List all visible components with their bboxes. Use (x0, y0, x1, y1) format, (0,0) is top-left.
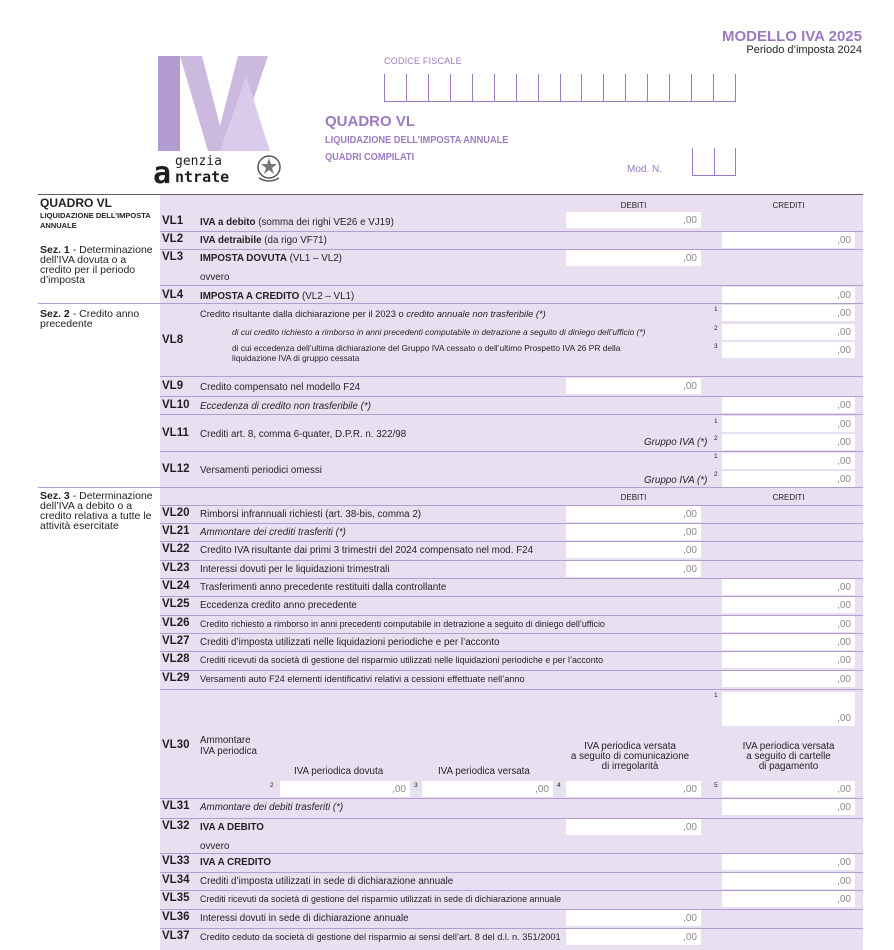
vl21-value: ,00 (683, 527, 697, 538)
field-index: 3 (714, 343, 718, 350)
vl1-debiti-value: ,00 (683, 215, 697, 226)
vl22-value: ,00 (683, 545, 697, 556)
row-code: VL32 (162, 820, 190, 832)
vl35-value: ,00 (837, 894, 851, 905)
period-label: Periodo d’imposta 2024 (746, 44, 862, 56)
sez2-text: - Credito anno precedente (40, 308, 140, 330)
vl8-line1-text: Credito risultante dalla dichiarazione per il 2023 o (200, 309, 407, 319)
row-desc: Credito IVA risultante dai primi 3 trimestri del 2024 compensato nel mod. F24 (200, 545, 534, 556)
row-code: VL34 (162, 874, 190, 886)
quadro-subtitle-line2: QUADRI COMPILATI (325, 151, 415, 163)
row-divider (160, 523, 863, 524)
vl30-5-value: ,00 (837, 784, 851, 795)
gruppo-iva-label: Gruppo IVA (*) (644, 437, 708, 448)
row-desc: Rimborsi infrannuali richiesti (art. 38-bis, comma 2) (200, 509, 422, 520)
vl32-value: ,00 (683, 822, 697, 833)
debiti-header-1: DEBITI (620, 201, 647, 210)
vl30-col4-label (560, 742, 700, 772)
vl8-line3a: di cui eccedenza dell’ultima dichiarazione del Gruppo IVA cessato o dell’ultimo Prospetto IVA 26 PR della (232, 343, 621, 353)
vl12-1-value: ,00 (837, 456, 851, 467)
vl8-line2: di cui credito richiesto a rimborso in anni precedenti computabile in detrazione a seguito di diniego dell’ufficio (*) (232, 327, 646, 337)
row-desc (200, 217, 394, 228)
row-divider (160, 376, 863, 377)
vl30-col5-label (722, 742, 855, 772)
row-desc (200, 253, 342, 264)
vl30-col3-label: IVA periodica versata (438, 766, 530, 777)
row-desc-bold: IMPOSTA A CREDITO (200, 291, 300, 302)
row-divider (160, 689, 863, 690)
sez1-label (40, 245, 160, 285)
crediti-header-1: CREDITI (772, 201, 805, 210)
row-desc: Versamenti periodici omessi (200, 465, 322, 476)
vl30-col5-line2: a seguito di cartelle (746, 751, 831, 762)
vl8-line1-italic: credito annuale non trasferibile (*) (406, 309, 546, 319)
vl8-2-value: ,00 (837, 327, 851, 338)
row-code: VL31 (162, 800, 190, 812)
vl8-1-value: ,00 (837, 308, 851, 319)
vl30-col2-label: IVA periodica dovuta (294, 766, 384, 777)
codice-fiscale-field[interactable] (384, 74, 736, 102)
sez1-title: Sez. 1 (40, 244, 70, 256)
row-code: VL29 (162, 672, 190, 684)
field-index: 4 (557, 782, 561, 789)
row-code: VL4 (162, 289, 184, 301)
sez3-label (40, 491, 160, 531)
row-code: VL2 (162, 233, 184, 245)
field-index: 2 (714, 325, 718, 332)
top-divider (38, 194, 863, 195)
vl8-line1 (200, 309, 546, 319)
vl25-value: ,00 (837, 600, 851, 611)
field-index: 3 (414, 782, 418, 789)
row-code: VL10 (162, 399, 190, 411)
field-index: 2 (714, 435, 718, 442)
vl10-crediti-value: ,00 (837, 400, 851, 411)
vl34-value: ,00 (837, 876, 851, 887)
vl31-value: ,00 (837, 802, 851, 813)
row-divider (160, 249, 863, 250)
sec2-divider (38, 303, 863, 304)
left-quadro-sub: LIQUIDAZIONE DELL’IMPOSTA ANNUALE (40, 211, 151, 230)
debiti-header-2: DEBITI (620, 493, 647, 502)
crediti-header-2: CREDITI (772, 493, 805, 502)
vl28-value: ,00 (837, 655, 851, 666)
row-divider (160, 414, 863, 415)
vl30-4-value: ,00 (683, 784, 697, 795)
row-divider (160, 451, 863, 452)
vl11-1-value: ,00 (837, 419, 851, 430)
row-desc: Versamenti auto F24 elementi identificativi relativi a cessioni effettuate nell’anno (200, 674, 525, 684)
vl30-col5-line3: di pagamento (758, 761, 819, 772)
vl37-value: ,00 (683, 932, 697, 943)
row-code: VL28 (162, 653, 190, 665)
row-code: VL36 (162, 911, 190, 923)
row-code: VL9 (162, 380, 184, 392)
sec3-divider (38, 487, 863, 488)
vl30-desc2: IVA periodica (200, 746, 258, 757)
row-desc: Ammontare dei crediti trasferiti (*) (200, 527, 346, 538)
row-divider (160, 560, 863, 561)
row-code: VL25 (162, 598, 190, 610)
sez2-title: Sez. 2 (40, 308, 70, 320)
row-divider (160, 909, 863, 910)
row-desc-bold: IVA detraibile (200, 235, 262, 246)
row-divider (160, 818, 863, 819)
mod-n-label: Mod. N. (627, 164, 663, 175)
row-desc: Crediti d’imposta utilizzati in sede di dichiarazione annuale (200, 876, 454, 887)
vl27-value: ,00 (837, 637, 851, 648)
field-index: 2 (270, 782, 274, 789)
ovvero-label: ovvero (200, 841, 230, 852)
row-code: VL8 (162, 334, 184, 346)
row-code: VL24 (162, 580, 190, 592)
vl30-col4-line1: IVA periodica versata (584, 741, 676, 752)
vl4-crediti-value: ,00 (837, 290, 851, 301)
sez2-label (40, 309, 140, 329)
row-desc: IVA A DEBITO (200, 822, 264, 833)
row-desc-rest: (VL1 – VL2) (286, 253, 342, 264)
row-divider (160, 541, 863, 542)
row-code: VL12 (162, 463, 190, 475)
row-desc (200, 235, 327, 246)
row-desc: Credito richiesto a rimborso in anni precedenti computabile in detrazione a seguito di diniego dell’ufficio (200, 619, 605, 629)
row-desc: Interessi dovuti per le liquidazioni trimestrali (200, 564, 390, 575)
row-code: VL21 (162, 525, 190, 537)
row-desc: Crediti d’imposta utilizzati nelle liquidazioni periodiche e per l’acconto (200, 637, 500, 648)
vl8-3-value: ,00 (837, 345, 851, 356)
row-desc: Interessi dovuti in sede di dichiarazione annuale (200, 913, 409, 924)
sez1-text: - Determinazione dell’IVA dovuta o a credito per il periodo d’imposta (40, 244, 153, 286)
row-desc: Eccedenza credito anno precedente (200, 600, 357, 611)
row-code: VL33 (162, 855, 190, 867)
mod-n-field[interactable] (692, 148, 736, 176)
quadro-title: QUADRO VL (325, 113, 415, 130)
row-desc: Ammontare dei debiti trasferiti (*) (200, 802, 344, 813)
vl9-debiti-value: ,00 (683, 381, 697, 392)
row-desc-rest: (da rigo VF71) (261, 235, 327, 246)
vl24-value: ,00 (837, 582, 851, 593)
quadro-subtitle-line1: LIQUIDAZIONE DELL’IMPOSTA ANNUALE (325, 134, 509, 146)
vl30-desc1: Ammontare (200, 735, 251, 746)
vl30-3-value: ,00 (535, 784, 549, 795)
sez3-title: Sez. 3 (40, 490, 70, 502)
vl20-value: ,00 (683, 509, 697, 520)
field-index: 2 (714, 471, 718, 478)
field-index: 5 (714, 782, 718, 789)
vl29-value: ,00 (837, 674, 851, 685)
agency-logo-letter: a (153, 156, 172, 191)
row-code: VL1 (162, 215, 184, 227)
row-code: VL30 (162, 739, 190, 751)
row-desc-rest: (somma dei righi VE26 e VJ19) (255, 217, 394, 228)
row-code: VL22 (162, 543, 190, 555)
agency-logo-line1: genzia (175, 154, 222, 169)
row-code: VL37 (162, 930, 190, 942)
row-desc-bold: IMPOSTA DOVUTA (200, 253, 287, 264)
ovvero-label: ovvero (200, 272, 230, 283)
quadro-subtitle (325, 132, 508, 166)
row-desc: Credito compensato nel modello F24 (200, 382, 361, 393)
row-divider (160, 928, 863, 929)
row-divider (160, 285, 863, 286)
model-title: MODELLO IVA 2025 (721, 28, 862, 45)
row-desc: Credito ceduto da società di gestione del risparmio ai sensi dell’art. 8 del d.l. n. 351/2001 (200, 932, 561, 942)
gruppo-iva-label: Gruppo IVA (*) (644, 475, 708, 486)
vl26-value: ,00 (837, 619, 851, 630)
row-desc-bold: IVA a debito (200, 217, 256, 228)
vl2-crediti-value: ,00 (837, 235, 851, 246)
vl30-col4-line2: a seguito di comunicazione (570, 751, 690, 762)
vl12-2-value: ,00 (837, 474, 851, 485)
row-code: VL23 (162, 562, 190, 574)
left-quadro-title: QUADRO VL (40, 196, 112, 210)
row-desc: Trasferimenti anno precedente restituiti dalla controllante (200, 582, 447, 593)
row-code: VL11 (162, 427, 189, 439)
row-code: VL27 (162, 635, 190, 647)
codice-fiscale-label: CODICE FISCALE (384, 56, 462, 66)
vl23-value: ,00 (683, 564, 697, 575)
field-index: 1 (714, 418, 718, 425)
row-desc: Crediti ricevuti da società di gestione del risparmio utilizzati in sede di dichiarazione annuale (200, 894, 562, 904)
row-desc: Crediti art. 8, comma 6-quater, D.P.R. n. 322/98 (200, 429, 407, 440)
row-desc (200, 291, 354, 302)
row-code: VL35 (162, 892, 190, 904)
row-desc: IVA A CREDITO (200, 857, 271, 868)
vl3-debiti-value: ,00 (683, 253, 697, 264)
row-desc: Eccedenza di credito non trasferibile (*) (200, 401, 371, 412)
vl36-value: ,00 (683, 913, 697, 924)
row-code: VL20 (162, 507, 190, 519)
field-index: 1 (714, 453, 718, 460)
agency-logo (153, 150, 288, 190)
vl8-line3b: liquidazione IVA di gruppo cessata (232, 353, 360, 363)
vl11-2-value: ,00 (837, 437, 851, 448)
row-code: VL26 (162, 617, 190, 629)
field-index: 1 (714, 306, 718, 313)
agency-logo-line2: ntrate (175, 168, 230, 186)
sez3-text: - Determinazione dell’IVA a debito o a credito relativa a tutte le attività esercitate (40, 490, 153, 532)
vl33-value: ,00 (837, 857, 851, 868)
vl30-1-value: ,00 (837, 713, 851, 724)
row-desc: Crediti ricevuti da società di gestione del risparmio utilizzati nelle liquidazioni periodiche e per l’acconto (200, 655, 604, 665)
emblem-icon (255, 152, 283, 184)
row-desc-rest: (VL2 – VL1) (299, 291, 355, 302)
vl30-col5-line1: IVA periodica versata (742, 741, 835, 752)
vl30-2-value: ,00 (392, 784, 406, 795)
row-code: VL3 (162, 251, 184, 263)
field-index: 1 (714, 692, 718, 699)
row-divider (160, 505, 863, 506)
vl30-col4-line3: di irregolarità (601, 761, 659, 772)
